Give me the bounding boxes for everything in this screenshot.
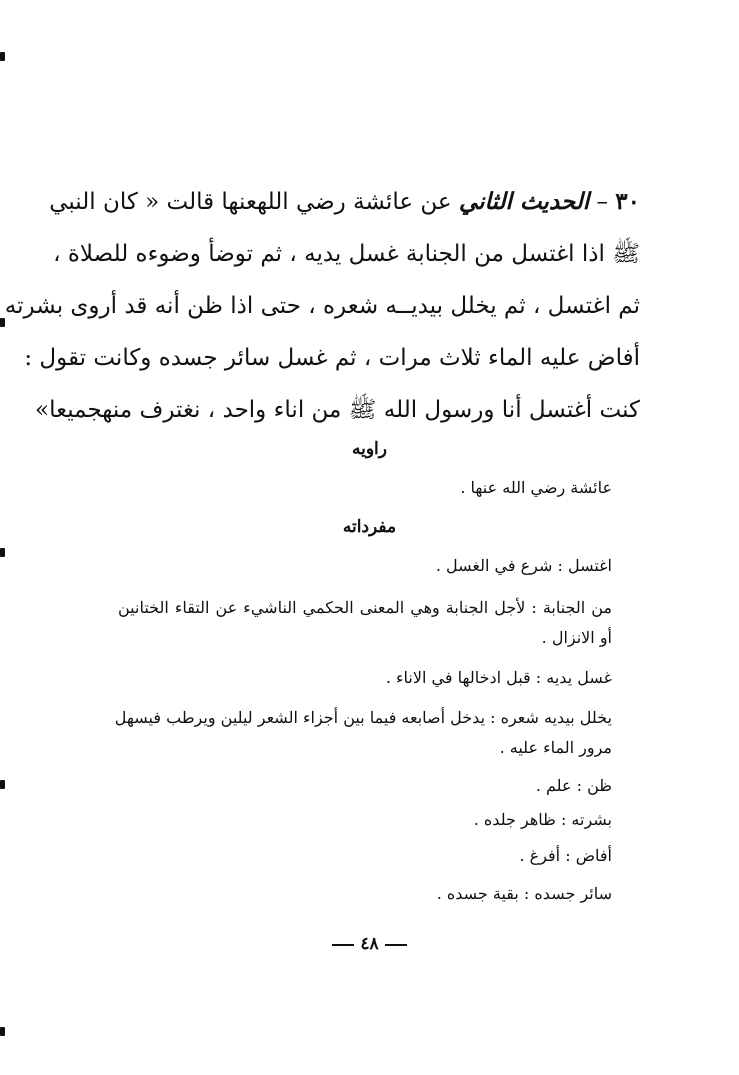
hadith-line: ٣٠ – الحديث الثاني عن عائشة رضي اللهعنها قالت « كان النبي xyxy=(49,188,640,215)
narrator-heading: راويه xyxy=(352,439,387,459)
vocab-line: سائر جسده : بقية جسده . xyxy=(436,884,612,903)
vocab-line: أو الانزال . xyxy=(541,628,612,647)
scan-edge-mark xyxy=(0,52,5,61)
hadith-line: ﷺ اذا اغتسل من الجنابة غسل يديه ، ثم توضأ وضوءه للصلاة ، xyxy=(53,241,640,267)
vocab-line: بشرته : ظاهر جلده . xyxy=(473,810,612,829)
vocab-list xyxy=(114,551,612,911)
scan-edge-mark xyxy=(0,780,5,789)
page-number-text: ٤٨ xyxy=(360,934,379,954)
scan-edge-mark xyxy=(0,548,5,557)
page-number xyxy=(0,934,739,954)
vocab-line: من الجنابة : لأجل الجنابة وهي المعنى الحكمي الناشيء عن التقاء الختانين xyxy=(118,598,612,617)
narrator-block xyxy=(118,473,612,505)
vocab-line: مرور الماء عليه . xyxy=(499,738,612,757)
hadith-line: كنت أغتسل أنا ورسول الله ﷺ من اناء واحد ، نغترف منهجميعا» xyxy=(35,397,640,423)
vocab-line: اغتسل : شرع في الغسل . xyxy=(435,556,612,575)
hadith-title: الحديث الثاني xyxy=(458,188,590,215)
vocab-line: أفاض : أفرغ . xyxy=(519,846,612,865)
hadith-line-text: عن عائشة رضي اللهعنها قالت « كان النبي xyxy=(49,189,452,215)
hadith-line: أفاض عليه الماء ثلاث مرات ، ثم غسل سائر جسده وكانت تقول : xyxy=(24,345,640,371)
dash-left xyxy=(332,944,354,946)
hadith-text xyxy=(4,176,640,436)
narrator-text: عائشة رضي الله عنها . xyxy=(460,478,612,497)
scan-edge-mark xyxy=(0,1027,5,1036)
hadith-line: ثم اغتسل ، ثم يخلل بيديــه شعره ، حتى اذا ظن أنه قد أروى بشرته xyxy=(4,293,640,319)
vocab-heading: مفرداته xyxy=(342,517,397,537)
vocab-line: ظن : علم . xyxy=(535,776,612,795)
vocab-line: غسل يديه : قبل ادخالها في الاناء . xyxy=(385,668,612,687)
dash-right xyxy=(385,944,407,946)
vocab-line: يخلل بيديه شعره : يدخل أصابعه فيما بين أجزاء الشعر ليلين ويرطب فيسهل xyxy=(114,708,612,727)
hadith-number: ٣٠ xyxy=(615,188,640,215)
